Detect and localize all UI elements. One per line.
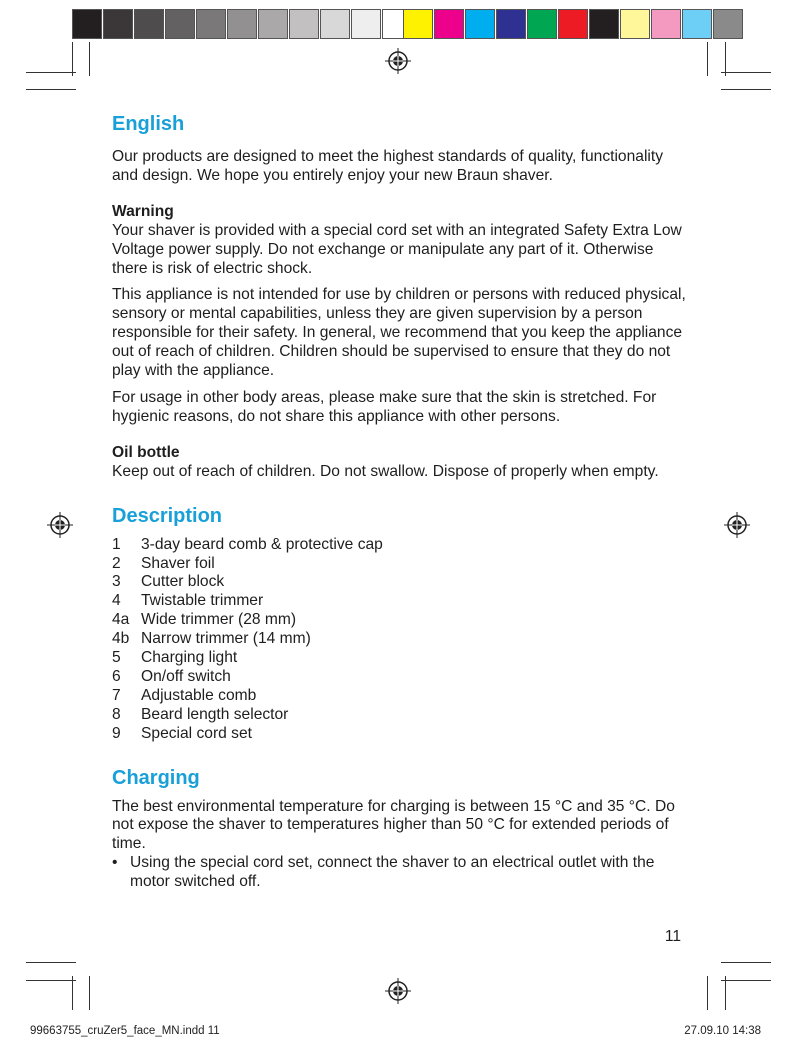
list-item: 1 3-day beard comb & protective cap <box>112 535 383 553</box>
charging-paragraph: The best environmental temperature for charging is between 15 °C and 35 °C. Do not expose the shaver to temperatures higher than 50 °C for extended periods of time. <box>112 797 675 853</box>
color-swatch <box>165 9 195 39</box>
color-swatch <box>434 9 464 39</box>
crop-mark <box>725 976 726 1010</box>
color-swatch <box>134 9 164 39</box>
color-swatch <box>403 9 433 39</box>
registration-mark-icon <box>47 512 73 538</box>
color-swatch <box>320 9 350 39</box>
registration-mark-icon <box>385 48 411 74</box>
color-swatch <box>72 9 102 39</box>
crop-mark <box>721 72 771 73</box>
color-swatch <box>289 9 319 39</box>
list-item: 2 Shaver foil <box>112 554 215 572</box>
color-swatch <box>558 9 588 39</box>
crop-mark <box>72 42 73 76</box>
intro-paragraph: Our products are designed to meet the highest standards of quality, functionality and design. We hope you entirely enjoy your new Braun shaver. <box>112 148 664 184</box>
warning-heading: Warning <box>112 202 174 220</box>
section-title-english: English <box>112 113 185 135</box>
charging-bullet <box>112 854 692 892</box>
list-item: 4 Twistable trimmer <box>112 592 264 610</box>
color-swatch <box>351 9 381 39</box>
color-swatch <box>527 9 557 39</box>
list-item: 7 Adjustable comb <box>112 686 257 704</box>
list-item: 4a Wide trimmer (28 mm) <box>112 611 297 629</box>
list-item: 3 Cutter block <box>112 573 225 591</box>
list-item: 6 On/off switch <box>112 667 231 685</box>
footer-date: 27.09.10 14:38 <box>684 1025 761 1037</box>
oil-bottle-paragraph: Keep out of reach of children. Do not swallow. Dispose of properly when empty. <box>112 462 659 480</box>
parts-list <box>112 536 692 744</box>
crop-mark <box>26 89 76 90</box>
crop-mark <box>72 976 73 1010</box>
bullet-symbol: • <box>112 854 118 872</box>
color-swatch <box>227 9 257 39</box>
color-swatch <box>258 9 288 39</box>
color-swatch <box>651 9 681 39</box>
list-item: 9 Special cord set <box>112 724 252 742</box>
crop-mark <box>707 976 708 1010</box>
crop-mark <box>26 980 76 981</box>
registration-mark-icon <box>385 978 411 1004</box>
crop-mark <box>707 42 708 76</box>
color-swatch <box>682 9 712 39</box>
list-item: 5 Charging light <box>112 649 238 667</box>
list-item: 4b Narrow trimmer (14 mm) <box>112 630 311 648</box>
crop-mark <box>26 962 76 963</box>
crop-mark <box>89 976 90 1010</box>
color-swatch <box>713 9 743 39</box>
usage-paragraph: For usage in other body areas, please make sure that the skin is stretched. For hygienic reasons, do not share this appliance with other persons. <box>112 388 657 425</box>
page-number: 11 <box>664 928 681 945</box>
grayscale-color-bar <box>72 9 413 39</box>
warning-paragraph: Your shaver is provided with a special cord set with an integrated Safety Extra Low Voltage power supply. Do not exchange or manipulate any part of it. Otherwise there is risk of electric shock. <box>112 221 682 277</box>
process-color-bar <box>403 9 744 39</box>
list-item: 8 Beard length selector <box>112 705 289 723</box>
color-swatch <box>103 9 133 39</box>
crop-mark <box>725 42 726 76</box>
section-title-description: Description <box>112 504 223 527</box>
crop-mark <box>26 72 76 73</box>
crop-mark <box>721 980 771 981</box>
crop-mark <box>721 962 771 963</box>
crop-mark <box>89 42 90 76</box>
bullet-text: Using the special cord set, connect the shaver to an electrical outlet with the motor switched off. <box>130 854 655 891</box>
color-swatch <box>465 9 495 39</box>
children-paragraph: This appliance is not intended for use by children or persons with reduced physical, sensory or mental capabilities, unless they are given supervision by a person responsible for their safety. In general, we recommend that you keep the appliance out of reach of children. Children should be supervised to ensure that they do not play with the appliance. <box>112 286 686 380</box>
footer-filename: 99663755_cruZer5_face_MN.indd 11 <box>30 1025 220 1037</box>
crop-mark <box>721 89 771 90</box>
color-swatch <box>620 9 650 39</box>
oil-bottle-heading: Oil bottle <box>112 443 180 461</box>
section-title-charging: Charging <box>112 766 200 789</box>
registration-mark-icon <box>724 512 750 538</box>
color-swatch <box>196 9 226 39</box>
page-content <box>112 112 692 892</box>
color-swatch <box>589 9 619 39</box>
color-swatch <box>496 9 526 39</box>
